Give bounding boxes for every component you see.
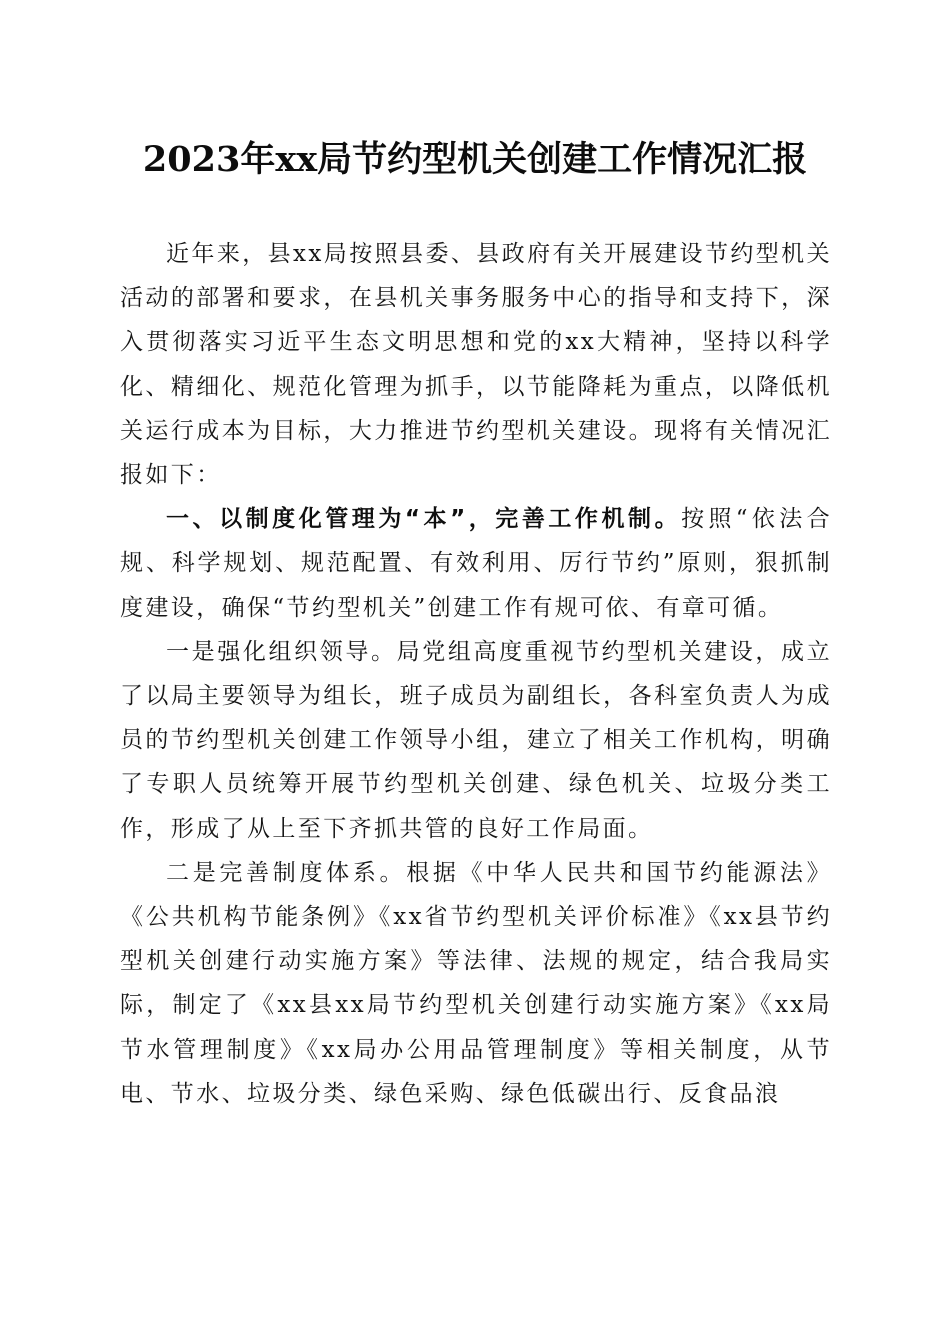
point-two-lead: 二是完善制度体系。 (166, 859, 407, 886)
intro-paragraph (120, 232, 832, 497)
point-two-text: 根据《中华人民共和国节约能源法》《公共机构节能条例》《xx省节约型机关评价标准》《xx县节约型机关创建行动实施方案》等法律、法规的规定，结合我局实际，制定了《xx县xx局节约型机关创建行动实施方案》《xx局节水管理制度》《xx局办公用品管理制度》等相关制度，从节电、节水、垃圾分类、绿色采购、绿色低碳出行、反食品浪 (120, 859, 832, 1107)
document-title: 2023年xx局节约型机关创建工作情况汇报 (142, 139, 808, 180)
section-one-text: 按照“依法合规、科学规划、规范配置、有效利用、厉行节约”原则，狠抓制度建设，确保“节约型机关”创建工作有规可依、有章可循。 (120, 506, 832, 621)
point-one-paragraph (120, 630, 832, 851)
point-one-text: 局党组高度重视节约型机关建设，成立了以局主要领导为组长，班子成员为副组长，各科室负责人为成员的节约型机关创建工作领导小组，建立了相关工作机构，明确了专职人员统筹开展节约型机关创建、绿色机关、垃圾分类工作，形成了从上至下齐抓共管的良好工作局面。 (120, 638, 832, 842)
point-two-paragraph (120, 851, 832, 1116)
section-one-paragraph (120, 497, 832, 630)
section-one-heading: 一、以制度化管理为“本”，完善工作机制。 (166, 506, 682, 533)
point-one-lead: 一是强化组织领导。 (166, 638, 397, 665)
document-body (120, 232, 832, 1116)
intro-text: 近年来，县xx局按照县委、县政府有关开展建设节约型机关活动的部署和要求，在县机关事务服务中心的指导和支持下，深入贯彻落实习近平生态文明思想和党的xx大精神，坚持以科学化、精细化、规范化管理为抓手，以节能降耗为重点，以降低机关运行成本为目标，大力推进节约型机关建设。现将有关情况汇报如下： (120, 241, 832, 489)
